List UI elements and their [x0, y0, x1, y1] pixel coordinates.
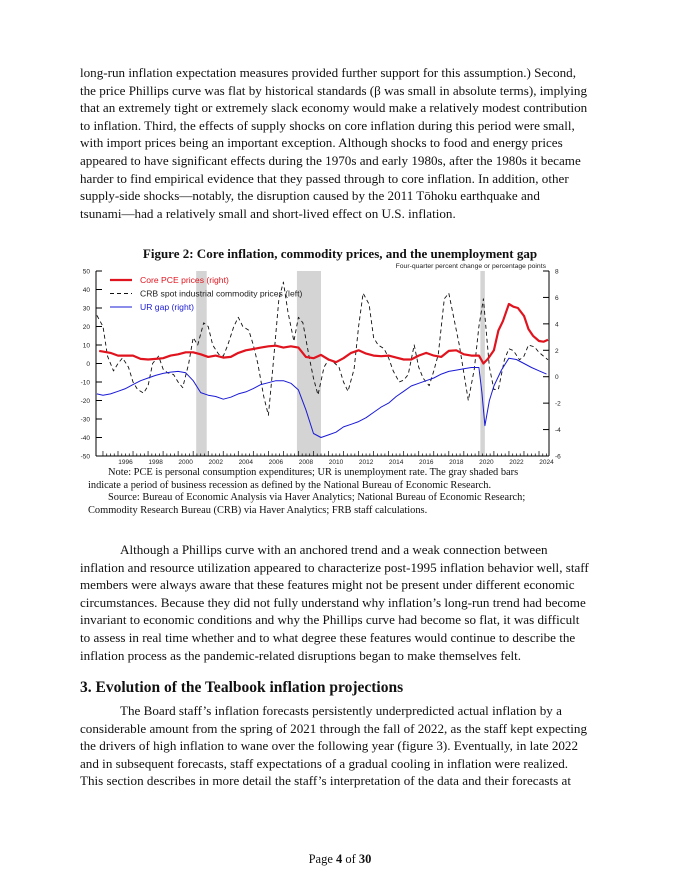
right-axis-tick-label: -6 [555, 453, 561, 461]
right-axis-tick-label: 2 [555, 347, 559, 355]
x-axis-tick-label: 2002 [208, 459, 223, 466]
right-axis-tick-label: 6 [555, 294, 559, 302]
right-axis-tick-label: -2 [555, 400, 561, 408]
page-prefix: Page [308, 852, 336, 866]
current-page: 4 [336, 852, 343, 866]
x-axis-tick-label: 2018 [449, 459, 464, 466]
text-line: the price Phillips curve was flat by historical standards (β was small in absolute terms), implying [80, 82, 588, 98]
legend-entry: CRB spot industrial commodity prices (left) [140, 288, 303, 299]
text-line: with import prices being an important exception. Although shocks to food and energy prices [80, 135, 563, 151]
note-line: Note: PCE is personal consumption expenditures; UR is unemployment rate. The gray shaded bars [108, 467, 519, 478]
text-line: long-run inflation expectation measures provided further support for this assumption.) Second, [80, 65, 576, 80]
left-axis-tick-label: -30 [80, 416, 90, 424]
left-axis-tick-label: 0 [86, 361, 90, 368]
text-line: tsunami—had a relatively small and short-lived effect on U.S. inflation. [80, 205, 456, 221]
text-line: members were always aware that these features might not be present under different economic [80, 577, 575, 593]
x-axis-tick-label: 2012 [358, 459, 374, 466]
x-axis-tick-label: 1998 [148, 459, 163, 466]
left-axis-tick-label: -20 [80, 398, 90, 405]
right-axis-tick-label: -4 [555, 427, 561, 435]
page-of: of [342, 852, 359, 866]
text-line: Although a Phillips curve with an anchored trend and a weak connection between [120, 542, 548, 557]
right-axis-tick-label: 0 [555, 374, 559, 382]
x-axis-tick-label: 2022 [509, 459, 524, 466]
text-line: the drivers of high inflation to wane over the following year (figure 3). Eventually, in late 2022 [80, 738, 579, 754]
left-axis-tick-label: -10 [80, 379, 90, 387]
body-paragraph-3 [80, 702, 600, 790]
x-axis-tick-label: 2008 [298, 459, 314, 466]
legend-entry: Core PCE prices (right) [140, 275, 229, 285]
x-axis-tick-label: 2024 [539, 459, 554, 466]
section-heading: 3. Evolution of the Tealbook inflation projections [80, 679, 404, 696]
source-line: Commodity Research Bureau (CRB) via Haver Analytics; FRB staff calculations. [88, 504, 428, 516]
text-line: to inflation. Third, the effects of supply shocks on core inflation during this period were small, [80, 117, 575, 133]
x-axis-tick-label: 2016 [418, 459, 434, 466]
left-axis-tick-label: 20 [82, 324, 90, 331]
text-line: inflation and resource utilization appeared to characterize post-1995 inflation behavior well, staff [80, 559, 589, 575]
left-axis-tick-label: -40 [80, 435, 90, 442]
text-line: considerable amount from the spring of 2021 through the fall of 2022, as the staff kept expecting [80, 720, 588, 736]
x-axis-tick-label: 2006 [268, 459, 284, 466]
text-line: supply-side shocks—notably, the disruption caused by the 2011 Tōhoku earthquake and [80, 188, 540, 204]
right-axis-tick-label: 8 [555, 268, 559, 276]
recession-bar [297, 271, 321, 456]
series-line [97, 358, 547, 437]
figure-note [88, 467, 588, 517]
text-line: appeared to have significant effects during the 1970s and early 1980s, after the 1980s it became [80, 152, 581, 168]
units-label: Four-quarter percent change or percentage points [395, 263, 546, 270]
text-line: and in subsequent forecasts, staff expectations of a gradual cooling in inflation were realized. [80, 755, 569, 771]
figure-title: Figure 2: Core inflation, commodity prices, and the unemployment gap [142, 246, 538, 261]
x-axis-tick-label: 2000 [178, 459, 193, 466]
left-axis-tick-label: 40 [82, 287, 90, 294]
page-number [0, 852, 680, 867]
x-axis-tick-label: 2010 [328, 459, 344, 466]
left-axis-tick-label: 10 [82, 342, 90, 350]
text-line: to assess in real time whether and to what degree these features would continue to describe the [80, 629, 576, 645]
left-axis-tick-label: -50 [80, 453, 90, 461]
text-line: This section describes in more detail the staff’s interpretation of the data and their forecasts at [80, 773, 571, 789]
text-line: invariant to economic conditions and why the Phillips curve had become so flat, it was difficult [80, 612, 580, 628]
total-pages: 30 [358, 852, 372, 866]
legend-entry: UR gap (right) [140, 302, 194, 312]
text-line: harder to find empirical evidence that they passed through to core inflation. In addition, other [80, 170, 569, 186]
x-axis-tick-label: 2004 [238, 459, 254, 466]
recession-bar [196, 271, 207, 456]
source-line: Source: Bureau of Economic Analysis via Haver Analytics; National Bureau of Economic Research; [108, 492, 526, 504]
text-line: The Board staff’s inflation forecasts persistently underpredicted actual inflation by a [120, 703, 562, 718]
recession-bars [196, 271, 485, 456]
x-axis-tick-label: 1996 [118, 459, 133, 466]
left-axis-tick-label: 30 [82, 305, 90, 313]
body-paragraph-2 [80, 541, 600, 664]
left-axis-tick-label: 50 [82, 268, 90, 276]
x-axis-tick-label: 2020 [479, 459, 494, 466]
note-line: indicate a period of business recession as defined by the National Bureau of Economic Research. [88, 479, 492, 491]
text-line: that an extremely tight or extremely slack economy would make a relatively modest contribution [80, 100, 588, 116]
right-axis-tick-label: 4 [555, 321, 559, 329]
x-axis-tick-label: 2014 [388, 459, 404, 466]
text-line: circumstances. Because they did not fully understand why inflation’s long-run trend had become [80, 594, 586, 610]
text-line: inflation process as the pandemic-related disruptions began to make themselves felt. [80, 647, 522, 663]
